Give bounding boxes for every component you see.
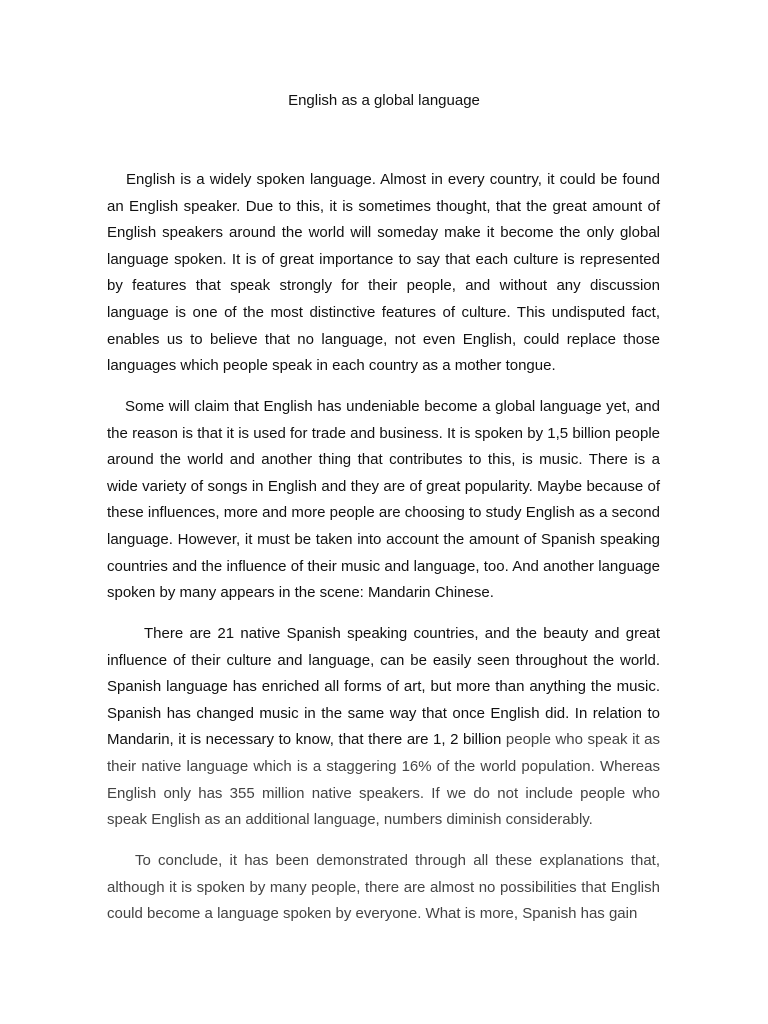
paragraph-4: To conclude, it has been demonstrated through all these explanations that, although it is spoken by many people, there are almost no possibilities that English could become a language spoken by everyone. What is more, Spanish has gain xyxy=(107,852,660,923)
paragraph-3 xyxy=(107,621,660,834)
paragraph-2: Some will claim that English has undeniable become a global language yet, and the reason is that it is used for trade and business. It is spoken by 1,5 billion people around the world and another thing that contributes to this, is music. There is a wide variety of songs in English and they are of great popularity. Maybe because of these influences, more and more people are choosing to study English as a second language. However, it must be taken into account the amount of Spanish speaking countries and the influence of their music and language, too. And another language spoken by many appears in the scene: Mandarin Chinese. xyxy=(107,398,660,602)
paragraph-3-part-2: people who speak it as their native language which is a staggering 16% of the world population. Whereas English only has 355 million native speakers. If we do not include people who speak English as an additional language, numbers diminish considerably. xyxy=(107,731,660,829)
document-title: English as a global language xyxy=(288,92,480,109)
paragraph-3-part-1: There are 21 native Spanish speaking countries, and the beauty and great influence of their culture and language, can be easily seen throughout the world. Spanish language has enriched all forms of art, but more than anything the music. Spanish has changed music in the same way that once English did. In relation to Mandarin, it is necessary to know, that there are 1, 2 billion xyxy=(107,625,660,749)
paragraph-1: English is a widely spoken language. Almost in every country, it could be found an English speaker. Due to this, it is sometimes thought, that the great amount of English speakers around the world will someday make it become the only global language spoken. It is of great importance to say that each culture is represented by features that speak strongly for their people, and without any discussion language is one of the most distinctive features of culture. This undisputed fact, enables us to believe that no language, not even English, could replace those languages which people speak in each country as a mother tongue. xyxy=(107,171,660,375)
